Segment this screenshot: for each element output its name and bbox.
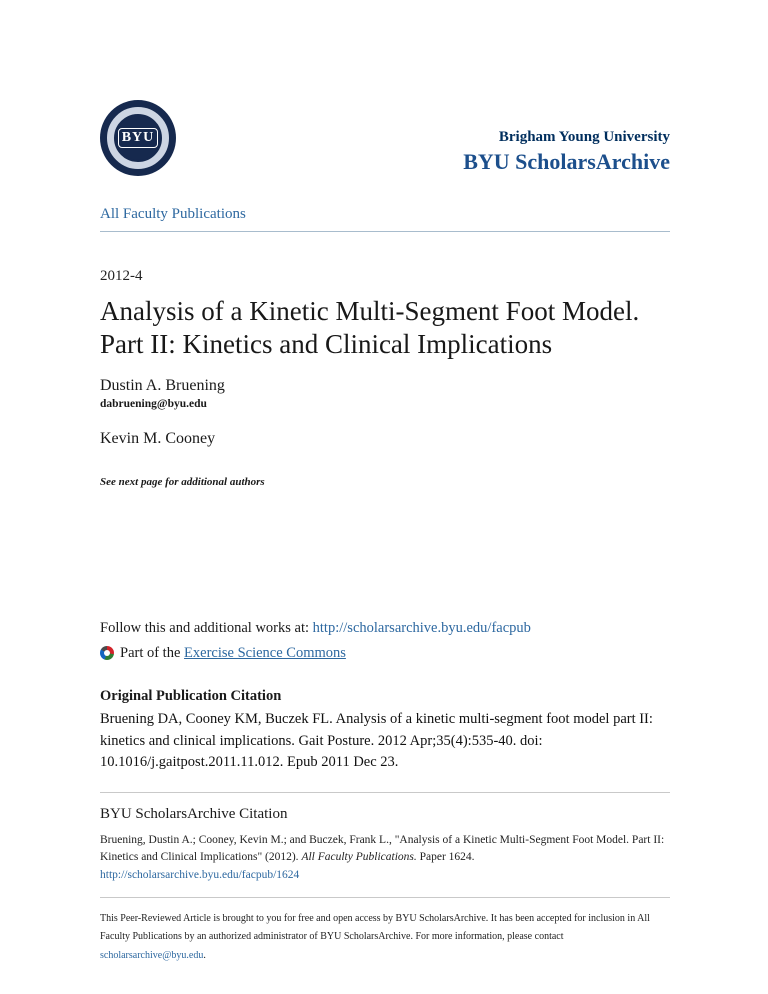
commons-link[interactable]: Exercise Science Commons [184, 644, 346, 661]
part-of-line [100, 645, 670, 662]
header [100, 98, 670, 176]
original-citation-body: Bruening DA, Cooney KM, Buczek FL. Analysis of a kinetic multi-segment foot model part II: kinetics and clinical implications. Gait Posture. 2012 Apr;35(4):535-40. doi: 10.1016/j.gaitpost.2011.11.012. Epub 2011 Dec 23. [100, 710, 653, 771]
follow-works-line [100, 620, 670, 637]
archive-citation-series: All Faculty Publications. [301, 851, 417, 864]
additional-authors-note: See next page for additional authors [100, 475, 265, 488]
contact-email-link[interactable]: scholarsarchive@byu.edu [100, 949, 204, 961]
author-2-name: Kevin M. Cooney [100, 429, 216, 447]
follow-works-prefix: Follow this and additional works at: [100, 619, 310, 636]
collection-link[interactable]: All Faculty Publications [100, 206, 246, 222]
author-1-email: dabruening@byu.edu [100, 397, 207, 410]
author-1-name: Dustin A. Bruening [100, 376, 225, 394]
follow-works-link[interactable]: http://scholarsarchive.byu.edu/facpub [312, 619, 531, 636]
issue-date: 2012-4 [100, 268, 143, 284]
part-of-prefix: Part of the [120, 644, 181, 661]
citation-divider [100, 792, 670, 793]
archive-citation-body [100, 832, 670, 867]
byu-seal-logo [100, 100, 176, 176]
original-citation-heading: Original Publication Citation [100, 687, 282, 704]
byu-seal-center [116, 116, 160, 160]
archive-citation-url-line [100, 869, 670, 881]
footer-statement-suffix: . [203, 949, 206, 961]
byu-seal-text: BYU [118, 128, 159, 148]
archive-citation-part2: Paper 1624. [419, 851, 475, 864]
article-title [100, 295, 670, 361]
paper-url-link[interactable]: http://scholarsarchive.byu.edu/facpub/1624 [100, 868, 300, 881]
archive-citation-part1: Bruening, Dustin A.; Cooney, Kevin M.; and Buczek, Frank L., "Analysis of a Kinetic Multi-Segment Foot Model. Part II: Kinetics and Clinical Implications" (2012). [100, 834, 665, 864]
article-title-line2: Part II: Kinetics and Clinical Implications [100, 328, 553, 359]
site-name: BYU ScholarsArchive [463, 148, 670, 174]
digital-commons-network-icon [100, 646, 114, 660]
university-name: Brigham Young University [498, 129, 670, 146]
article-title-line1: Analysis of a Kinetic Multi-Segment Foot Model. [100, 296, 640, 326]
header-titles [463, 129, 670, 176]
footer-statement-text: This Peer-Reviewed Article is brought to you for free and open access by BYU ScholarsArchive. It has been accepted for inclusion in All Faculty Publications by an authorized administrator of BYU ScholarsArchive. For more information, please contact [100, 912, 650, 943]
footer-statement [100, 910, 670, 966]
collection-breadcrumb [100, 206, 670, 223]
archive-citation-heading: BYU ScholarsArchive Citation [100, 806, 288, 823]
footer-divider [100, 897, 670, 898]
header-divider [100, 231, 670, 232]
